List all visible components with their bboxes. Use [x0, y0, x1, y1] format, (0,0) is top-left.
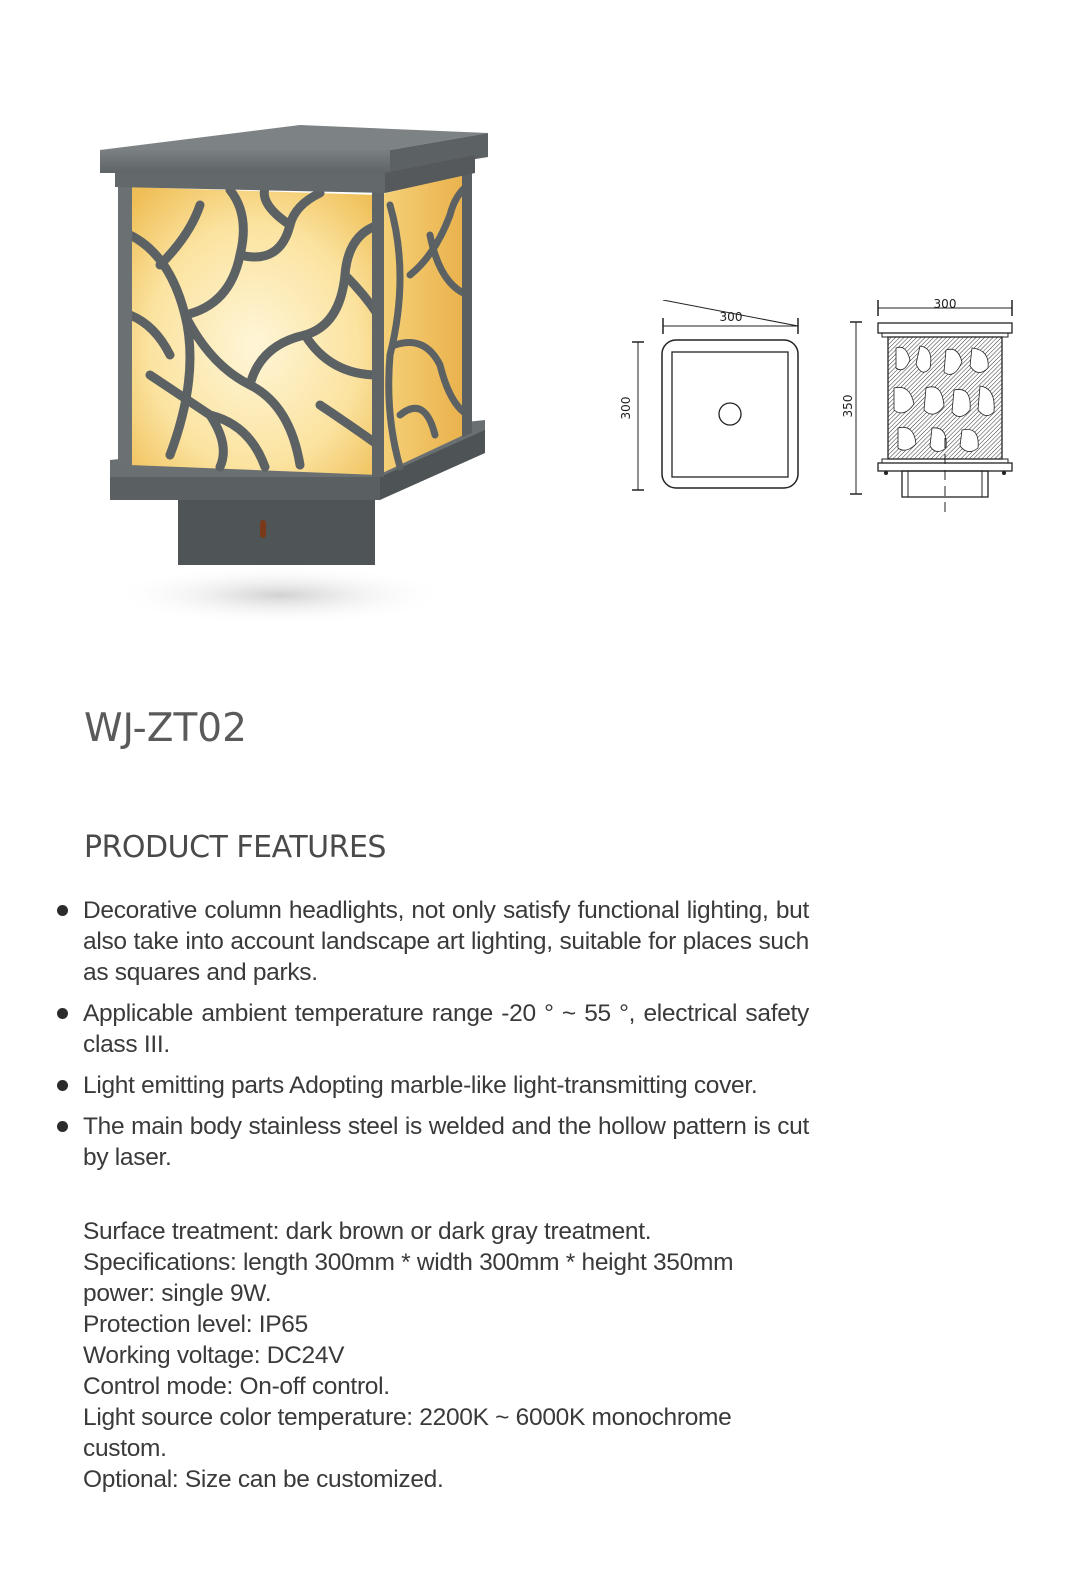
feature-text: Decorative column headlights, not only satisfy functional lighting, but also take into account landscape art lighting, suitable for places such as squares and parks. — [83, 897, 809, 986]
bullet-icon — [57, 1080, 68, 1091]
feature-item — [0, 998, 809, 1060]
top-view-svg — [608, 300, 818, 500]
side-view-width-label: 300 — [933, 297, 957, 311]
model-number: WJ-ZT02 — [84, 706, 247, 751]
feature-text: Applicable ambient temperature range -20 ° ~ 55 °, electrical safety class III. — [83, 1000, 809, 1058]
top-view-depth-label: 300 — [619, 396, 633, 420]
spec-working-voltage: Working voltage: DC24V — [83, 1342, 345, 1369]
top-view-width-label: 300 — [719, 310, 743, 324]
top-view-drawing — [608, 300, 818, 500]
feature-item — [0, 895, 809, 988]
spec-control-mode: Control mode: On-off control. — [83, 1373, 390, 1400]
bullet-icon — [57, 905, 68, 916]
spec-color-temperature: Light source color temperature: 2200K ~ 6000K monochrome custom. — [83, 1404, 732, 1462]
side-view-svg — [830, 288, 1030, 528]
product-photo — [90, 115, 510, 635]
feature-list — [0, 895, 820, 1183]
bullet-icon — [57, 1008, 68, 1019]
spec-power: power: single 9W. — [83, 1280, 272, 1307]
feature-text: The main body stainless steel is welded and the hollow pattern is cut by laser. — [83, 1113, 809, 1171]
features-heading: PRODUCT FEATURES — [84, 830, 386, 865]
side-view-height-label: 350 — [841, 394, 855, 418]
spec-protection-level: Protection level: IP65 — [83, 1311, 308, 1338]
side-view-drawing — [830, 288, 1030, 528]
column-lamp-illustration — [90, 115, 510, 635]
feature-text: Light emitting parts Adopting marble-like light-transmitting cover. — [83, 1072, 758, 1099]
bullet-icon — [57, 1121, 68, 1132]
spec-dimensions: Specifications: length 300mm * width 300mm * height 350mm — [83, 1249, 734, 1276]
spec-surface-treatment: Surface treatment: dark brown or dark gray treatment. — [83, 1218, 652, 1245]
spec-optional: Optional: Size can be customized. — [83, 1466, 444, 1493]
feature-item — [0, 1070, 809, 1101]
specifications-block — [83, 1216, 803, 1495]
feature-item — [0, 1111, 809, 1173]
